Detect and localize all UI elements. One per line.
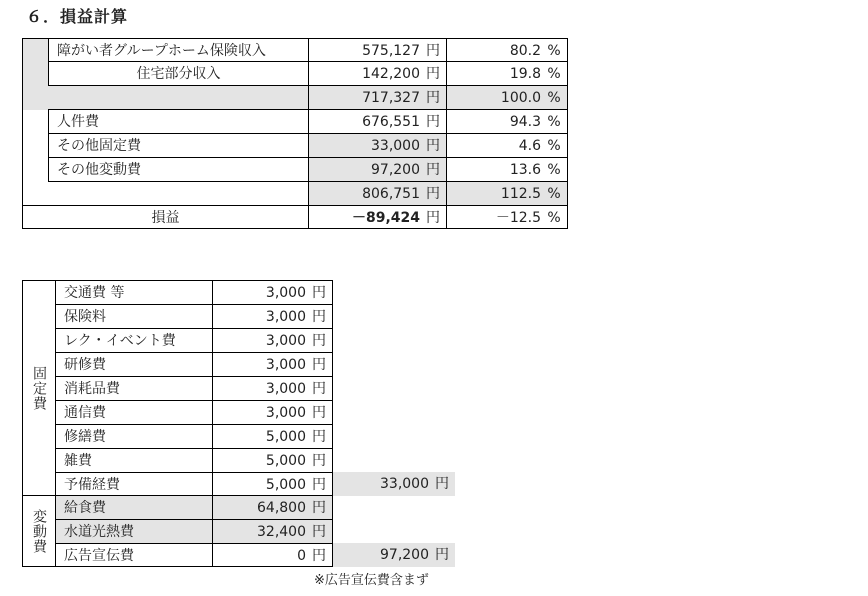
footnote: ※広告宣伝費含まず xyxy=(314,573,429,588)
income-label: 住宅部分収入 xyxy=(48,61,309,86)
income-amount: 142,200 円 xyxy=(308,61,447,86)
variable-cost-total: 97,200 円 xyxy=(333,543,455,567)
section-title: ６．損益計算 xyxy=(26,7,129,26)
profit-amount: －89,424 円 xyxy=(308,205,447,229)
expense-amount: 676,551 円 xyxy=(308,109,447,134)
fixed-cost-amount: 3,000 円 xyxy=(212,376,333,401)
variable-cost-item: 給食費 xyxy=(55,495,213,520)
fixed-cost-amount: 5,000 円 xyxy=(212,472,333,496)
variable-cost-amount: 0 円 xyxy=(212,543,333,567)
income-percent: 80.2 % xyxy=(446,38,568,62)
fixed-cost-amount: 3,000 円 xyxy=(212,400,333,425)
fixed-cost-item: 交通費 等 xyxy=(55,280,213,305)
expense-label: その他固定費 xyxy=(48,133,309,158)
fixed-cost-amount: 5,000 円 xyxy=(212,448,333,473)
profit-percent: －12.5 % xyxy=(446,205,568,229)
expense-group-bar xyxy=(22,109,48,206)
income-amount: 575,127 円 xyxy=(308,38,447,62)
income-group-bar xyxy=(22,38,48,110)
fixed-cost-amount: 3,000 円 xyxy=(212,304,333,329)
fixed-cost-item: 通信費 xyxy=(55,400,213,425)
income-percent: 19.8 % xyxy=(446,61,568,86)
expense-percent: 4.6 % xyxy=(446,133,568,158)
expense-amount: 97,200 円 xyxy=(308,157,447,182)
variable-cost-item: 水道光熱費 xyxy=(55,519,213,544)
fixed-cost-item: 保険料 xyxy=(55,304,213,329)
fixed-cost-item: 雑費 xyxy=(55,448,213,473)
income-total-spacer xyxy=(48,85,309,110)
expense-total-amount: 806,751 円 xyxy=(308,181,447,206)
fixed-cost-item: レク・イベント費 xyxy=(55,328,213,353)
fixed-cost-amount: 5,000 円 xyxy=(212,424,333,449)
fixed-cost-item: 消耗品費 xyxy=(55,376,213,401)
expense-percent: 13.6 % xyxy=(446,157,568,182)
income-label: 障がい者グループホーム保険収入 xyxy=(48,38,309,62)
variable-cost-amount: 32,400 円 xyxy=(212,519,333,544)
fixed-cost-amount: 3,000 円 xyxy=(212,352,333,377)
income-total-amount: 717,327 円 xyxy=(308,85,447,110)
variable-cost-item: 広告宣伝費 xyxy=(55,543,213,567)
expense-amount: 33,000 円 xyxy=(308,133,447,158)
fixed-cost-item: 修繕費 xyxy=(55,424,213,449)
expense-total-spacer xyxy=(48,181,309,206)
fixed-cost-total: 33,000 円 xyxy=(333,472,455,496)
profit-label: 損益 xyxy=(22,205,309,229)
fixed-cost-item: 研修費 xyxy=(55,352,213,377)
expense-percent: 94.3 % xyxy=(446,109,568,134)
expense-label: その他変動費 xyxy=(48,157,309,182)
expense-total-percent: 112.5 % xyxy=(446,181,568,206)
fixed-cost-amount: 3,000 円 xyxy=(212,328,333,353)
fixed-cost-item: 予備経費 xyxy=(55,472,213,496)
income-total-percent: 100.0 % xyxy=(446,85,568,110)
fixed-cost-label: 固定費 xyxy=(22,280,56,496)
variable-cost-label: 変動費 xyxy=(22,495,56,567)
fixed-cost-amount: 3,000 円 xyxy=(212,280,333,305)
variable-cost-amount: 64,800 円 xyxy=(212,495,333,520)
expense-label: 人件費 xyxy=(48,109,309,134)
